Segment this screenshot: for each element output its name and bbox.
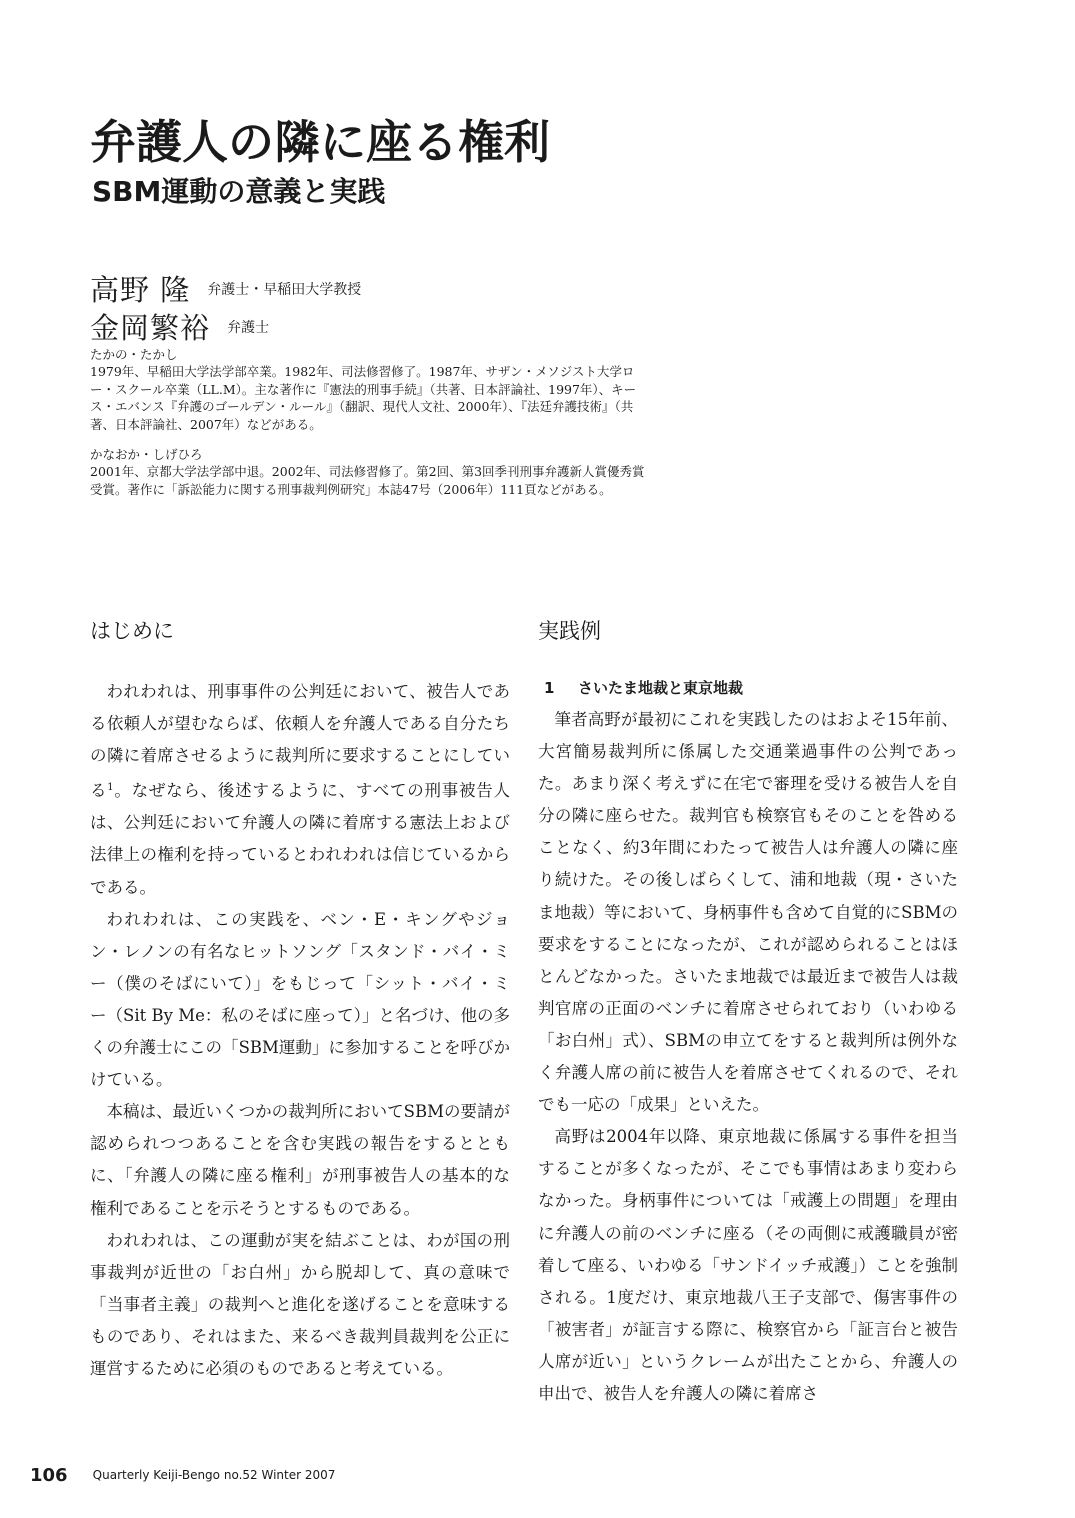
author-name: 金岡繁裕 <box>90 311 211 345</box>
page-number: 106 <box>30 1465 68 1486</box>
author-role: 弁護士・早稲田大学教授 <box>207 282 362 298</box>
paragraph <box>90 676 510 904</box>
paragraph: われわれは、この実践を、ベン・E・キングやジョン・レノンの有名なヒットソング「スタンド・バイ・ミー（僕のそばにいて）」をもじって「シット・バイ・ミー（Sit By Me：私のそばに座って）」と名づけ、他の多くの弁護士にこの「SBM運動」に参加することを呼びかけている。 <box>90 909 510 1090</box>
subsection-number: 1 <box>544 679 555 697</box>
article-subtitle: SBM運動の意義と実践 <box>92 175 386 208</box>
section-heading-practice: 実践例 <box>538 619 601 643</box>
author-role: 弁護士 <box>227 320 270 336</box>
bio-text: 1979年、早稲田大学法学部卒業。1982年、司法修習修了。1987年、サザン・メソジスト大学ロー・スクール卒業（LL.M）。主な著作に『憲法的刑事手続』（共著、日本評論社、1997年）、キース・エバンス『弁護のゴールデン・ルール』（翻訳、現代人文社、2000年）、『法廷弁護技術』（共著、日本評論社、2007年）などがある。 <box>90 364 637 432</box>
author-bio-kanaoka <box>90 446 650 498</box>
author-bio-takano <box>90 346 650 433</box>
paragraph: 高野は2004年以降、東京地裁に係属する事件を担当することが多くなったが、そこでも事情はあまり変わらなかった。身柄事件については「戒護上の問題」を理由に弁護人の前のベンチに座る（その両側に戒護職員が密着して座る、いわゆる「サンドイッチ戒護」）ことを強制される。1度だけ、東京地裁八王子支部で、傷害事件の「被害者」が証言する際に、検察官から「証言台と被告人席が近い」というクレームが出たことから、弁護人の申出で、被告人を弁護人の隣に着席さ <box>538 1127 958 1403</box>
paragraph-text: われわれは、刑事事件の公判廷において、被告人である依頼人が望むならば、依頼人を弁護人である自分たちの隣に着席させるように裁判所に要求することにしている <box>90 682 510 801</box>
author-kanaoka <box>90 306 269 347</box>
section-heading-intro: はじめに <box>90 619 174 643</box>
author-name: 高野 隆 <box>90 273 191 307</box>
paragraph: 本稿は、最近いくつかの裁判所においてSBMの要請が認められつつあることを含む実践の報告をするとともに、「弁護人の隣に座る権利」が刑事被告人の基本的な権利であることを示そうとするものである。 <box>90 1102 510 1218</box>
bio-reading: たかの・たかし <box>90 347 178 362</box>
right-column <box>538 616 958 1410</box>
footnote-ref[interactable]: 1 <box>107 782 114 794</box>
left-column <box>90 616 510 1385</box>
paragraph: 筆者高野が最初にこれを実践したのはおよそ15年前、大宮簡易裁判所に係属した交通業過事件の公判であった。あまり深く考えずに在宅で審理を受ける被告人を自分の隣に座らせた。裁判官も検察官もそのことを咎めることなく、約3年間にわたって被告人は弁護人の隣に座り続けた。その後しばらくして、浦和地裁（現・さいたま地裁）等において、身柄事件も含めて自覚的にSBMの要求をすることになったが、これが認められることはほとんどなかった。さいたま地裁では最近まで被告人は裁判官席の正面のベンチに着席させられており（いわゆる「お白州」式）、SBMの申立てをすると裁判所は例外なく弁護人席の前に被告人を着席させてくれるので、それでも一応の「成果」といえた。 <box>538 710 958 1115</box>
author-takano <box>90 268 361 309</box>
paragraph: われわれは、この運動が実を結ぶことは、わが国の刑事裁判が近世の「お白州」から脱却して、真の意味で「当事者主義」の裁判へと進化を遂げることを意味するものであり、それはまた、来るべき裁判員裁判を公正に運営するために必須のものであると考えている。 <box>90 1230 510 1378</box>
paragraph-text: 。なぜなら、後述するように、すべての刑事被告人は、公判廷において弁護人の隣に着席する憲法上および法律上の権利を持っているとわれわれは信じているからである。 <box>90 781 511 897</box>
article-title: 弁護人の隣に座る権利 <box>90 115 550 169</box>
bio-reading: かなおか・しげひろ <box>90 447 203 462</box>
bio-text: 2001年、京都大学法学部中退。2002年、司法修習修了。第2回、第3回季刊刑事弁護新人賞優秀賞受賞。著作に「訴訟能力に関する刑事裁判例研究」本誌47号（2006年）111頁などがある。 <box>90 464 645 497</box>
journal-name: Quarterly Keiji-Bengo no.52 Winter 2007 <box>92 1468 336 1482</box>
subsection-title: さいたま地裁と東京地裁 <box>578 679 744 697</box>
subsection-heading <box>538 672 958 704</box>
page-footer <box>30 1465 335 1486</box>
